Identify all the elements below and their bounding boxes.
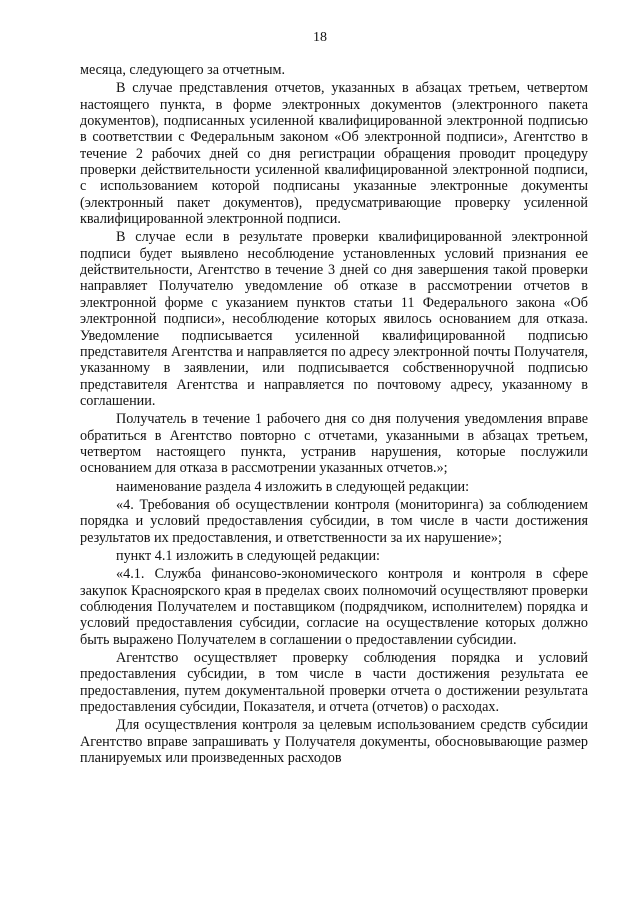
paragraph: «4.1. Служба финансово-экономического контроля и контроля в сфере закупок Красноярского края в пределах своих полномочий осуществляют проверки соблюдения Получателем и поставщиком (подрядчиком, исполнителем) порядка и условий предоставления субсидии, согласие на осуществление которых должно быть выражено Получателем в соглашении о предоставлении субсидии. <box>80 566 588 648</box>
page-number: 18 <box>313 30 327 45</box>
document-body <box>80 62 588 768</box>
paragraph: месяца, следующего за отчетным. <box>80 62 285 78</box>
paragraph: В случае если в результате проверки квалифицированной электронной подписи будет выявлено несоблюдение установленных условий признания ее действительности, Агентство в течение 3 дней со дня завершения такой проверки направляет Получателю уведомление об отказе в рассмотрении отчетов в электронной форме с указанием пунктов статьи 11 Федерального закона «Об электронной подписи», несоблюдение которых явилось основанием для отказа. Уведомление подписывается усиленной квалифицированной подписью представителя Агентства и направляется по адресу электронной почты Получателя, указанному в заявлении, или подписывается собственноручной подписью представителя Агентства и направляется по почтовому адресу, указанному в соглашении. <box>80 229 588 409</box>
paragraph: наименование раздела 4 изложить в следующей редакции: <box>116 478 470 495</box>
paragraph: Для осуществления контроля за целевым использованием средств субсидии Агентство вправе запрашивать у Получателя документы, обосновывающие размер планируемых или произведенных расходов <box>80 717 588 767</box>
paragraph: В случае представления отчетов, указанных в абзацах третьем, четвертом настоящего пункта, в форме электронных документов (электронного пакета документов), подписанных усиленной квалифицированной электронной подписью в соответствии с Федеральным законом «Об электронной подписи», Агентство в течение 2 рабочих дней со дня регистрации обращения проводит процедуру проверки действительности усиленной квалифицированной электронной подписи, с использованием которой подписаны указанные электронные документы (электронный пакет документов), предусматривающие проверку усиленной квалифицированной электронной подписи. <box>80 80 588 228</box>
paragraph: «4. Требования об осуществлении контроля (мониторинга) за соблюдением порядка и условий предоставления субсидии, в том числе в части достижения результатов их предоставления, и ответственности за их нарушение»; <box>80 496 588 546</box>
paragraph: пункт 4.1 изложить в следующей редакции: <box>116 547 380 564</box>
paragraph: Получатель в течение 1 рабочего дня со дня получения уведомления вправе обратиться в Агентство повторно с отчетами, указанными в абзацах третьем, четвертом настоящего пункта, устранив нарушения, которые послужили основанием для отказа в рассмотрении указанных отчетов.»; <box>80 411 588 477</box>
paragraph: Агентство осуществляет проверку соблюдения порядка и условий предоставления субсидии, в том числе в части достижения результата ее предоставления, путем документальной проверки отчета о достижении результата предоставления субсидии, Показателя, и отчета (отчетов) о расходах. <box>80 650 588 716</box>
